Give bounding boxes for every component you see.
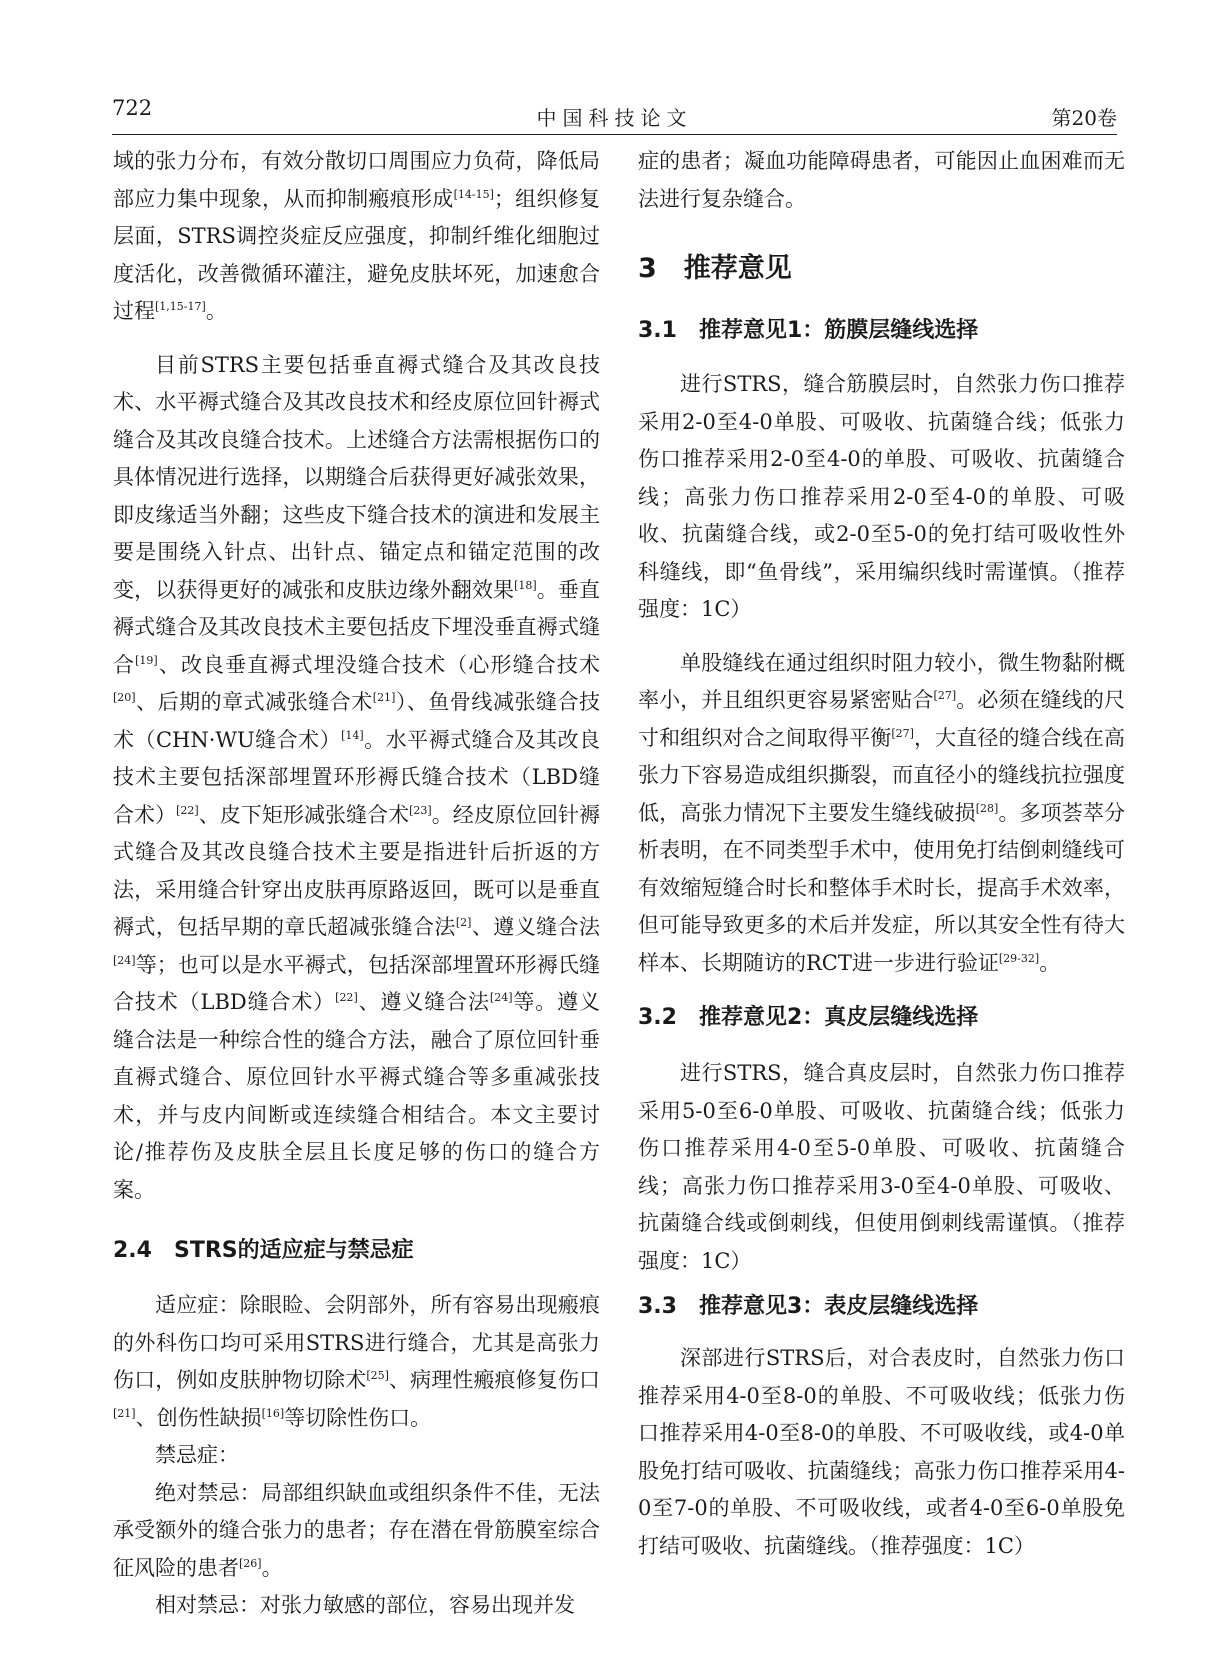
text-run: 绝对禁忌：局部组织缺血或组织条件不佳，无法承受额外的缝合张力的患者；存在潜在骨筋膜室综合征风险的患者 (113, 1480, 600, 1580)
text-run: 等切除性伤口。 (284, 1405, 432, 1430)
text-run: 目前STRS主要包括垂直褥式缝合及其改良技术、水平褥式缝合及其改良技术和经皮原位回针褥式缝合及其改良缝合技术。上述缝合方法需根据伤口的具体情况进行选择，以期缝合后获得更好减张效果，即皮缘适当外翻；这些皮下缝合技术的演进和发展主要是围绕入针点、出针点、锚定点和锚定范围的改变，以获得更好的减张和皮肤边缘外翻效果 (113, 352, 600, 602)
paragraph: 症的患者；凝血功能障碍患者，可能因止血困难而无法进行复杂缝合。 (638, 149, 1125, 211)
citation-number: 2 (460, 916, 468, 929)
text-run: 。 (205, 299, 227, 323)
paragraph: 进行STRS，缝合筋膜层时，自然张力伤口推荐采用2-0至4-0单股、可吸收、抗菌缝合线；低张力伤口推荐采用2-0至4-0的单股、可吸收、抗菌缝合线；高张力伤口推荐采用2-0至4-0的单股、可吸收、抗菌缝合线，或2-0至5-0的免打结可吸收性外科缝线，即“鱼骨线”，采用编织线时需谨慎。（推荐强度：1C） (638, 372, 1125, 621)
citation-number: 14 (345, 728, 360, 742)
text-run: 。多项荟萃分析表明，在不同类型手术中，使用免打结倒刺缝线可有效缩短缝合时长和整体手术时长，提高手术效率，但可能导致更多的术后并发症，所以其安全性有待大样本、长期随访的RCT进一步进行验证 (638, 800, 1125, 975)
citation-ref: [20] (113, 691, 136, 704)
citation-ref: [28] (975, 801, 999, 815)
text-run: 。经皮原位回针褥式缝合及其改良缝合技术主要是指进针后折返的方法，采用缝合针穿出皮肤再原路返回，既可以是垂直褥式，包括早期的章氏超减张缝合法 (113, 802, 601, 939)
text-run: 等；也可以是水平褥式，包括深部埋置环形褥氏缝合技术（LBD缝合术） (113, 952, 600, 1014)
section-heading-3: 3 推荐意见 (638, 253, 792, 284)
citation-ref: [2] (455, 916, 472, 929)
right-column (638, 143, 1125, 1565)
text-run: 。垂直褥式缝合及其改良技术主要包括皮下埋没垂直褥式缝合 (113, 577, 600, 677)
citation-number: 23 (413, 803, 428, 817)
citation-ref: [27] (933, 689, 957, 702)
citation-ref: [24] (113, 953, 136, 967)
text-run: 适应症：除眼睑、会阴部外，所有容易出现瘢痕的外科伤口均可采用STRS进行缝合，尤其是高张力伤口，例如皮肤肿物切除术 (113, 1293, 600, 1392)
text-run: 域的张力分布，有效分散切口周围应力负荷，降低局部应力集中现象，从而抑制瘢痕形成 (113, 149, 600, 211)
citation-number: 20 (117, 691, 132, 704)
text-run: 、改良垂直褥式埋没缝合技术（心形缝合技术 (157, 652, 601, 677)
citation-ref: [14] (341, 728, 364, 742)
section-heading-2-4: 2.4 STRS的适应症与禁忌症 (113, 1238, 414, 1263)
citation-number: 16 (265, 1406, 280, 1420)
citation-number: 27 (895, 726, 910, 740)
left-column (113, 143, 600, 1625)
section-heading-3-2: 3.2 推荐意见2：真皮层缝线选择 (638, 1005, 979, 1030)
citation-ref: [14-15] (453, 187, 494, 201)
citation-number: 28 (980, 801, 995, 815)
journal-title: 中国科技论文 (536, 106, 693, 130)
text-run: 。水平褥式缝合及其改良技术主要包括深部埋置环形褥氏缝合技术（LBD缝合术） (113, 727, 600, 827)
paragraph: 相对禁忌：对张力敏感的部位，容易出现并发 (155, 1593, 575, 1617)
citation-ref: [21] (113, 1406, 136, 1420)
citation-ref: [21] (372, 691, 396, 704)
paragraph: 进行STRS，缝合真皮层时，自然张力伤口推荐采用5-0至6-0单股、可吸收、抗菌缝合线；低张力伤口推荐采用4-0至5-0单股、可吸收、抗菌缝合线；高张力伤口推荐采用3-0至4-0单股、可吸收、抗菌缝合线或倒刺线，但使用倒刺线需谨慎。（推荐强度：1C） (638, 1061, 1125, 1273)
citation-number: 29-32 (1003, 951, 1035, 965)
citation-number: 24 (117, 953, 132, 967)
citation-ref: [24] (489, 991, 513, 1004)
citation-number: 1,15-17 (159, 300, 202, 313)
citation-number: 21 (377, 691, 392, 704)
paragraph (113, 347, 600, 1210)
paragraph: 深部进行STRS后，对合表皮时，自然张力伤口推荐采用4-0至8-0的单股、不可吸收线；低张力伤口推荐采用4-0至8-0的单股、不可吸收线，或4-0单股免打结可吸收、抗菌缝线；高张力伤口推荐采用4-0至7-0的单股、不可吸收线，或者4-0至6-0单股免打结可吸收、抗菌缝线。（推荐强度：1C） (638, 1346, 1125, 1558)
section-heading-3-3: 3.3 推荐意见3：表皮层缝线选择 (638, 1294, 979, 1319)
text-run: 、皮下矩形减张缝合术 (198, 802, 410, 827)
citation-ref: [27] (891, 726, 914, 740)
text-run: 。必须在缝线的尺寸和组织对合之间取得平衡 (638, 688, 1125, 750)
citation-ref: [1,15-17] (155, 300, 206, 313)
citation-number: 24 (494, 991, 509, 1004)
citation-number: 26 (243, 1556, 258, 1570)
volume-label: 第20卷 (1051, 106, 1117, 130)
citation-ref: [25] (366, 1369, 389, 1382)
citation-ref: [22] (335, 991, 358, 1004)
citation-ref: [22] (176, 803, 199, 817)
citation-number: 21 (117, 1406, 132, 1420)
text-run: 、创伤性缺损 (135, 1405, 262, 1430)
text-run: 单股缝线在通过组织时阻力较小，微生物黏附概率小，并且组织更容易紧密贴合 (638, 650, 1125, 712)
header-rule (112, 134, 1117, 135)
paragraph (113, 1287, 600, 1437)
section-heading-3-1: 3.1 推荐意见1：筋膜层缝线选择 (638, 318, 979, 343)
citation-number: 22 (339, 991, 354, 1004)
citation-number: 27 (937, 689, 952, 702)
citation-ref: [23] (409, 803, 432, 817)
text-run: 。 (261, 1555, 283, 1580)
paragraph: 禁忌症： (155, 1443, 239, 1467)
text-run: 、病理性瘢痕修复伤口 (388, 1368, 600, 1392)
text-run: 。 (1039, 950, 1061, 975)
text-run: ，大直径的缝合线在高张力下容易造成组织撕裂，而直径小的缝线抗拉强度低，高张力情况下主要发生缝线破损 (638, 725, 1125, 825)
citation-number: 19 (139, 653, 154, 667)
text-run: 、遵义缝合法 (357, 990, 490, 1014)
text-run: 、遵义缝合法 (471, 915, 601, 939)
citation-ref: [26] (239, 1556, 262, 1570)
text-run: ）、鱼骨线减张缝合技术（CHN·WU缝合术） (113, 690, 601, 752)
citation-number: 14-15 (457, 187, 490, 201)
page-number: 722 (112, 96, 153, 120)
citation-ref: [18] (514, 578, 537, 592)
paragraph (113, 1475, 600, 1588)
citation-ref: [19] (135, 653, 158, 667)
text-run: 、后期的章式减张缝合术 (135, 690, 373, 714)
citation-number: 22 (180, 803, 195, 817)
text-run: ；组织修复层面，STRS调控炎症反应强度，抑制纤维化细胞过度活化，改善微循环灌注，避免皮肤坏死，加速愈合过程 (113, 186, 601, 323)
citation-number: 18 (518, 578, 533, 592)
paragraph (113, 143, 600, 331)
citation-ref: [16] (261, 1406, 285, 1420)
citation-number: 25 (370, 1369, 385, 1382)
paragraph (638, 645, 1125, 983)
citation-ref: [29-32] (998, 951, 1040, 965)
text-run: 等。遵义缝合法是一种综合性的缝合方法，融合了原位回针垂直褥式缝合、原位回针水平褥式缝合等多重减张技术，并与皮内间断或连续缝合相结合。本文主要讨论/推荐伤及皮肤全层且长度足够的伤口的缝合方案。 (113, 990, 601, 1202)
